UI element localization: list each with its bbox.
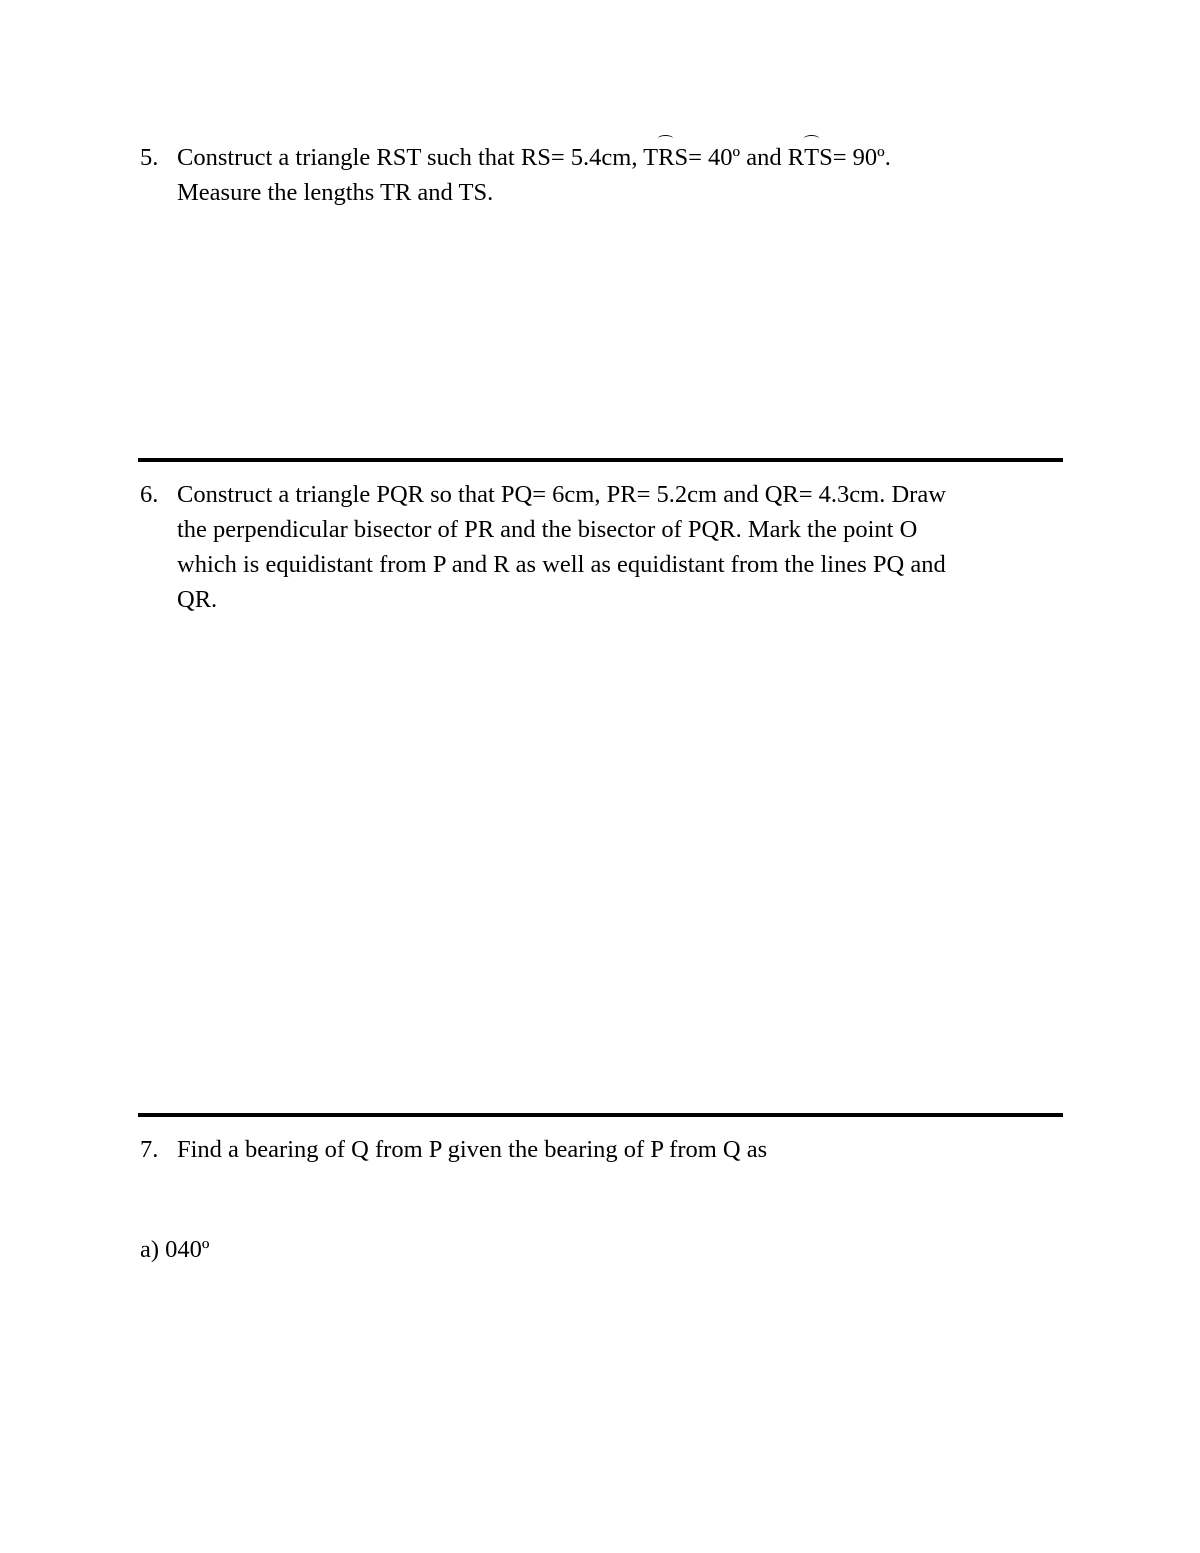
angle-hat-vertex: T: [804, 140, 819, 175]
question-number: 5.: [140, 144, 159, 171]
question-6: [140, 477, 1060, 617]
question-line: the perpendicular bisector of PR and the bisector of PQR. Mark the point O: [177, 516, 918, 543]
question-line: Find a bearing of Q from P given the bearing of P from Q as: [177, 1136, 768, 1163]
angle-hat-vertex: R: [658, 140, 674, 175]
question-7: [140, 1132, 1060, 1167]
section-divider: [138, 458, 1063, 462]
question-line: QR.: [177, 586, 218, 613]
question-number: 6.: [140, 481, 159, 508]
question-text: [177, 477, 1060, 617]
question-line: Construct a triangle PQR so that PQ= 6cm, PR= 5.2cm and QR= 4.3cm. Draw: [177, 481, 946, 508]
question-line: Measure the lengths TR and TS.: [177, 179, 494, 206]
question-line: Construct a triangle RST such that RS= 5.4cm, TRS= 40º and RTS= 90º.: [177, 140, 1060, 175]
section-divider: [138, 1113, 1063, 1117]
question-5: [140, 140, 1060, 210]
question-text: [177, 140, 1060, 210]
question-number: 7.: [140, 1136, 159, 1163]
sub-question-a: a) 040º: [140, 1236, 210, 1263]
question-line: which is equidistant from P and R as well as equidistant from the lines PQ and: [177, 551, 946, 578]
question-text: [177, 1132, 1060, 1167]
